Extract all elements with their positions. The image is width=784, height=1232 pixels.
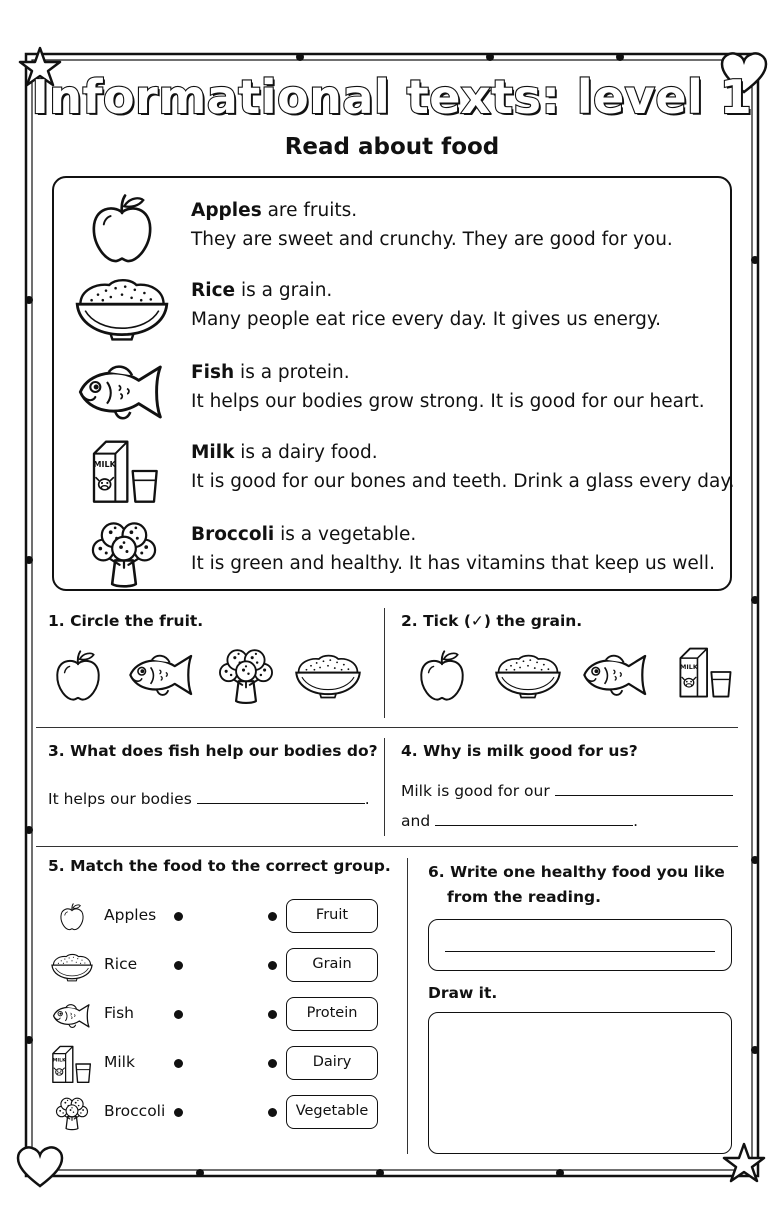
match-food-label: Rice — [104, 955, 138, 973]
reading-item-sentence: is a grain. — [235, 280, 333, 301]
reading-item-sentence: are fruits. — [261, 200, 358, 221]
question-2-title: 2. Tick (✓) the grain. — [401, 612, 583, 630]
reading-item-name: Rice — [191, 280, 236, 301]
apple-icon — [72, 192, 172, 268]
reading-item-detail: It helps our bodies grow strong. It is good for our heart. — [191, 391, 705, 412]
match-dot-right[interactable] — [268, 1108, 277, 1117]
match-dot-right[interactable] — [268, 912, 277, 921]
fish-icon — [46, 993, 98, 1037]
reading-item-name: Broccoli — [191, 524, 275, 545]
reading-item-broccoli — [54, 516, 730, 596]
match-dot-right[interactable] — [268, 1059, 277, 1068]
q2-milk-icon[interactable] — [674, 642, 738, 702]
q1-rice-bowl-icon[interactable] — [294, 652, 362, 700]
question-6-title-line-1: 6. Write one healthy food you like — [428, 863, 725, 881]
question-3-prompt: It helps our bodies — [48, 790, 192, 808]
reading-item-milk — [54, 434, 735, 514]
question-4-answer-line-2 — [401, 812, 638, 830]
q1-fish-icon[interactable] — [124, 648, 200, 702]
write-line — [445, 951, 715, 952]
match-group-box: Grain — [286, 948, 378, 982]
reading-item-sentence: is a protein. — [234, 362, 350, 383]
broccoli-icon — [46, 1091, 98, 1135]
question-4-prompt-2: and — [401, 812, 431, 830]
match-dot-right[interactable] — [268, 961, 277, 970]
match-food-row — [46, 1091, 386, 1135]
question-4-title: 4. Why is milk good for us? — [401, 742, 638, 760]
apple-icon — [46, 895, 98, 939]
reading-item-name: Apples — [191, 200, 262, 221]
period: . — [364, 790, 370, 808]
match-group-box: Dairy — [286, 1046, 378, 1080]
reading-item-detail: It is good for our bones and teeth. Drink a glass every day. — [191, 471, 735, 492]
divider — [407, 858, 408, 1154]
match-food-row — [46, 993, 386, 1037]
reading-item-detail: Many people eat rice every day. It gives us energy. — [191, 309, 662, 330]
reading-item-detail: They are sweet and crunchy. They are good for you. — [191, 229, 673, 250]
divider — [36, 846, 738, 847]
question-3-blank[interactable] — [197, 790, 365, 804]
match-dot-left[interactable] — [174, 1010, 183, 1019]
reading-item-fish — [54, 354, 730, 434]
question-3-title: 3. What does fish help our bodies do? — [48, 742, 378, 760]
match-food-label: Broccoli — [104, 1102, 166, 1120]
rice-bowl-icon — [72, 272, 172, 348]
page-title: Informational texts: level 1 — [31, 70, 753, 124]
rice-bowl-icon — [46, 944, 98, 988]
match-food-label: Apples — [104, 906, 157, 924]
q2-apple-icon[interactable] — [414, 646, 470, 706]
question-6-draw-box[interactable] — [428, 1012, 732, 1154]
match-group-box: Vegetable — [286, 1095, 378, 1129]
reading-item-name: Fish — [191, 362, 235, 383]
q2-fish-icon[interactable] — [578, 648, 654, 702]
milk-icon — [72, 434, 172, 510]
page-subtitle: Read about food — [284, 134, 500, 160]
match-dot-left[interactable] — [174, 1059, 183, 1068]
heart-icon-bottom-left — [18, 1147, 62, 1186]
reading-item-detail: It is green and healthy. It has vitamins that keep us well. — [191, 553, 715, 574]
question-4-blank-2[interactable] — [435, 812, 633, 826]
reading-item-name: Milk — [191, 442, 235, 463]
reading-item-sentence: is a dairy food. — [234, 442, 378, 463]
match-dot-right[interactable] — [268, 1010, 277, 1019]
match-group-box: Fruit — [286, 899, 378, 933]
match-dot-left[interactable] — [174, 1108, 183, 1117]
reading-passage-box — [52, 176, 735, 591]
divider — [384, 738, 385, 836]
reading-item-apples — [54, 192, 730, 272]
period: . — [633, 812, 639, 830]
q1-apple-icon[interactable] — [50, 646, 106, 706]
question-3-answer-line — [48, 790, 370, 808]
q2-rice-bowl-icon[interactable] — [494, 652, 562, 700]
reading-item-sentence: is a vegetable. — [274, 524, 417, 545]
match-food-row — [46, 895, 386, 939]
question-6-title-line-2: from the reading. — [447, 888, 601, 906]
match-food-row — [46, 1042, 386, 1086]
match-dot-left[interactable] — [174, 961, 183, 970]
match-food-label: Milk — [104, 1053, 135, 1071]
divider — [384, 608, 385, 718]
broccoli-icon — [72, 516, 172, 592]
milk-icon — [46, 1042, 98, 1086]
match-group-box: Protein — [286, 997, 378, 1031]
question-4-answer-line-1 — [401, 782, 733, 800]
match-food-row — [46, 944, 386, 988]
q1-broccoli-icon[interactable] — [214, 644, 278, 706]
question-4-blank-1[interactable] — [555, 782, 733, 796]
fish-icon — [72, 354, 172, 430]
question-1-title: 1. Circle the fruit. — [48, 612, 204, 630]
match-food-label: Fish — [104, 1004, 134, 1022]
reading-item-rice — [54, 272, 730, 352]
question-6-write-box[interactable] — [428, 919, 732, 971]
match-dot-left[interactable] — [174, 912, 183, 921]
question-5-title: 5. Match the food to the correct group. — [48, 857, 391, 875]
question-4-prompt-1: Milk is good for our — [401, 782, 550, 800]
draw-it-label: Draw it. — [428, 984, 498, 1002]
divider — [36, 727, 738, 728]
